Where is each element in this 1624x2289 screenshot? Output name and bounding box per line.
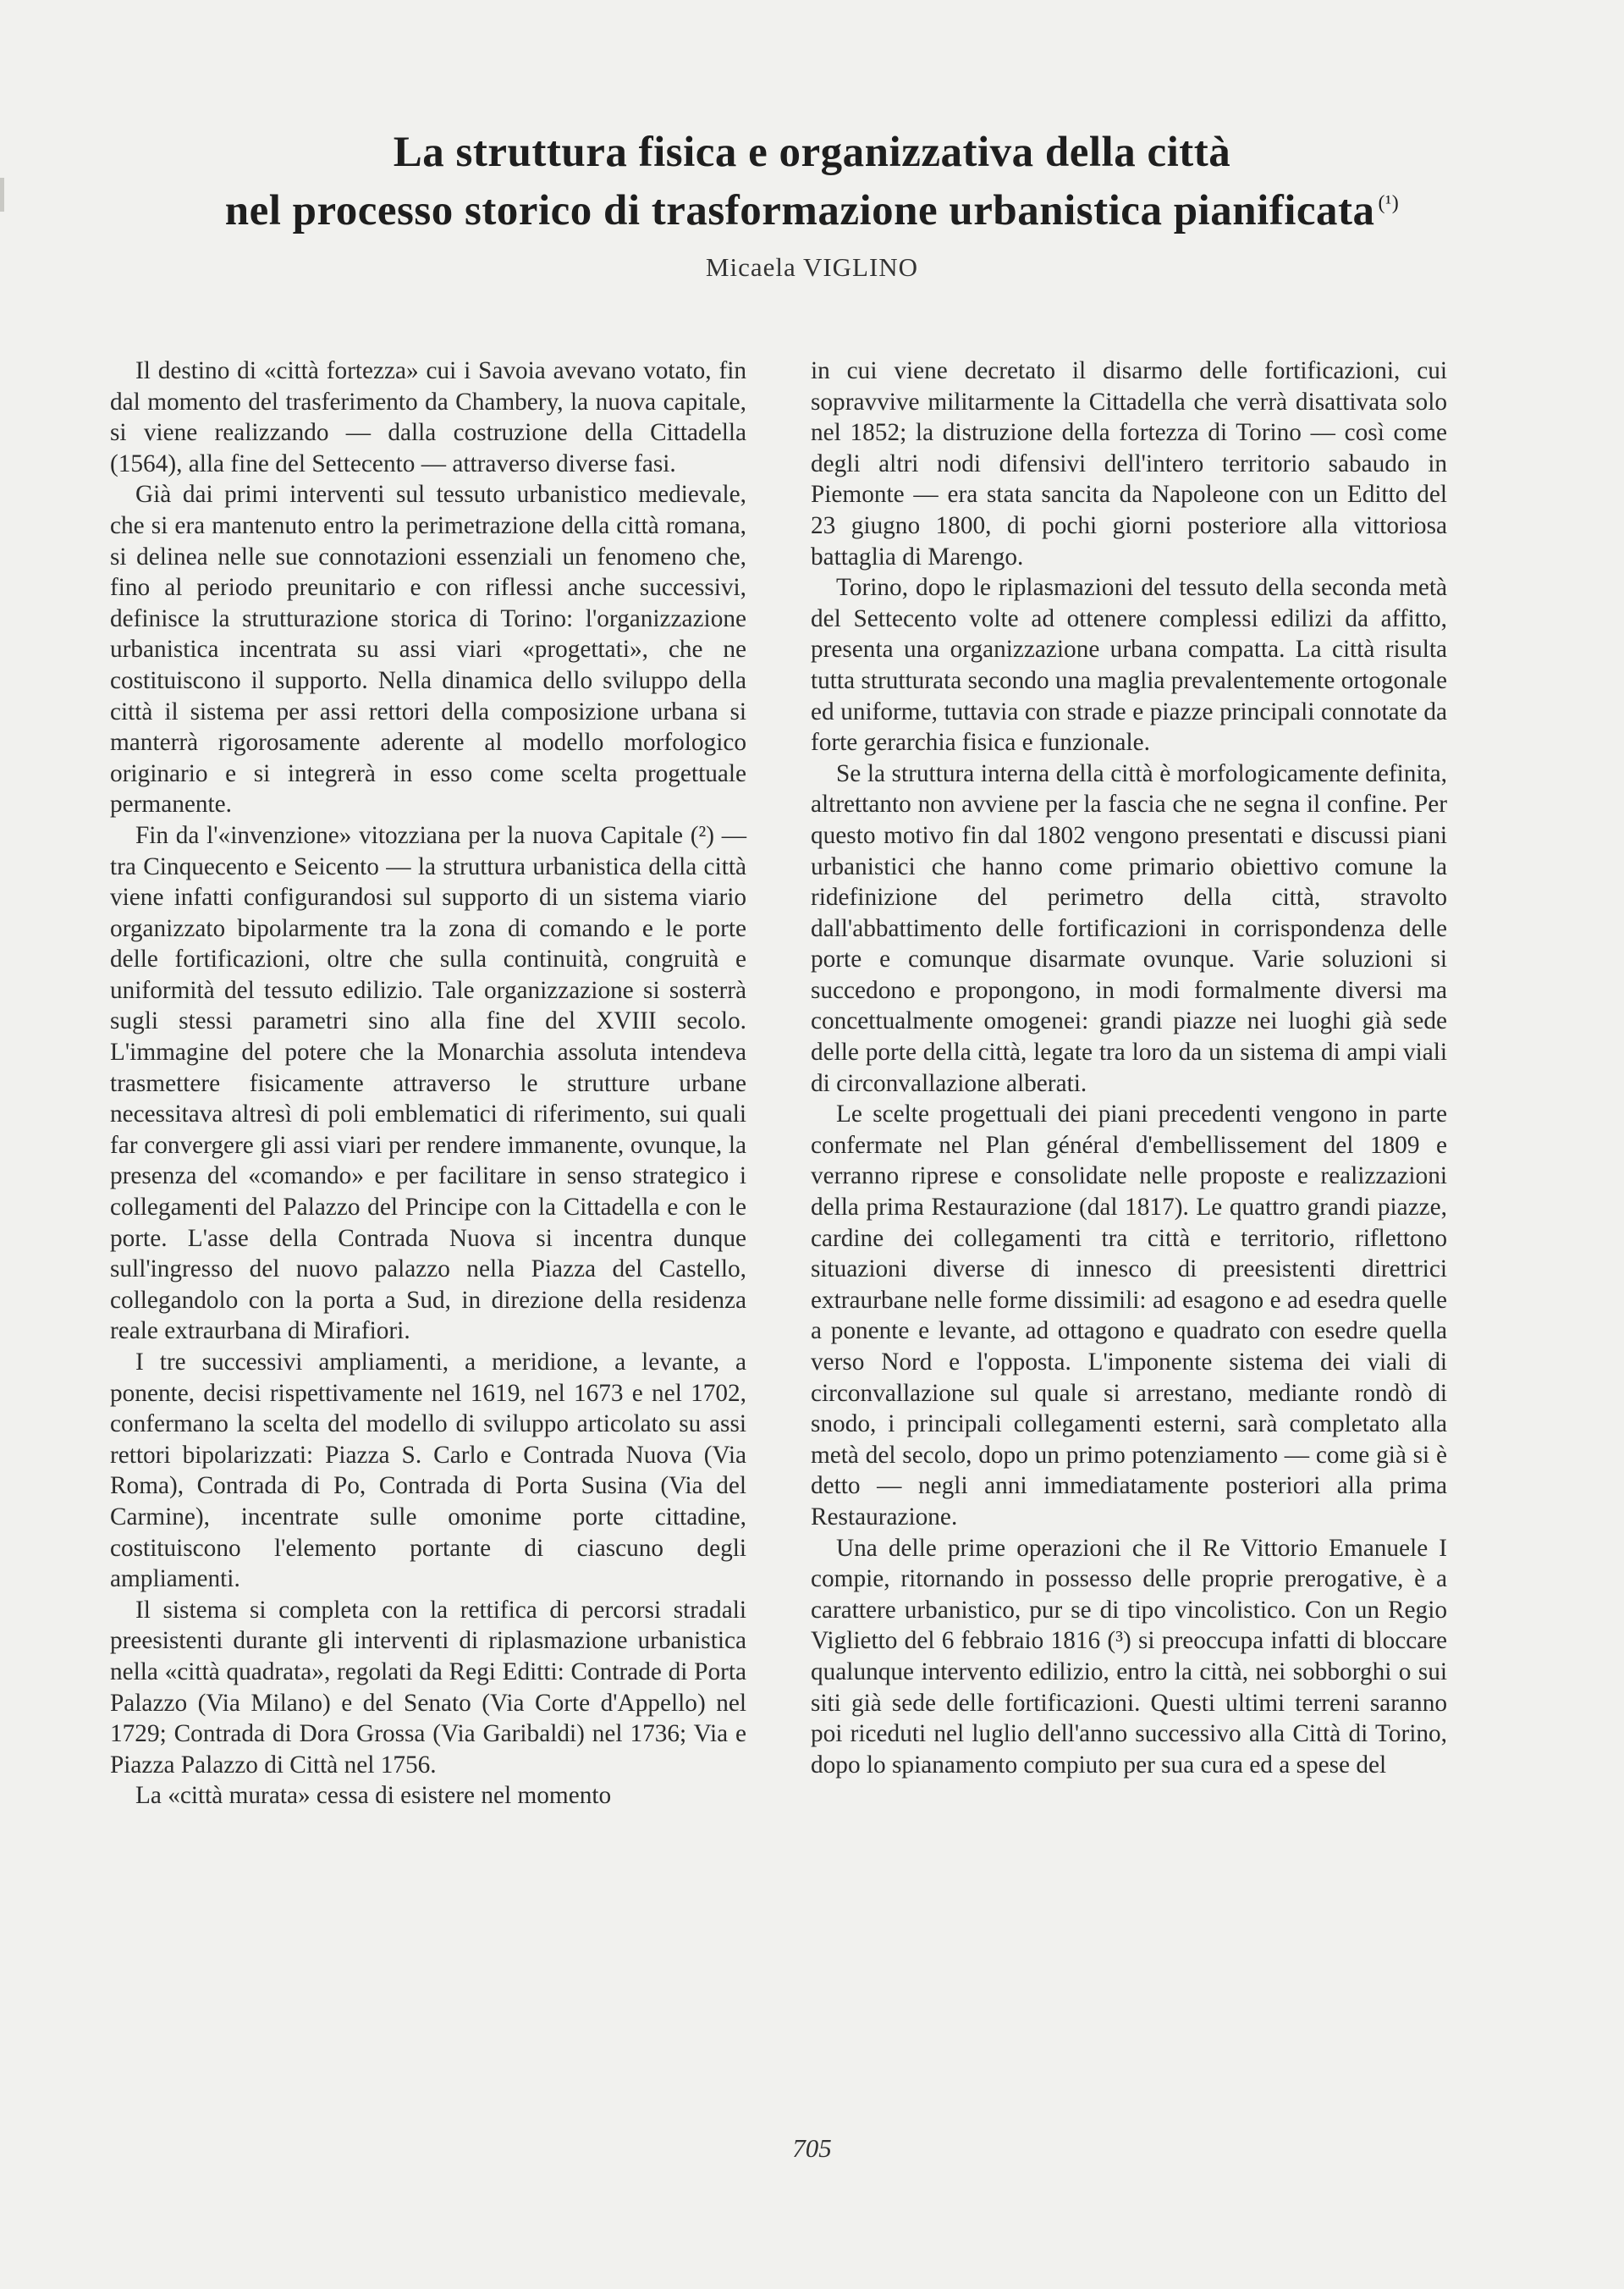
paragraph: La «città murata» cessa di esistere nel momento: [135, 1782, 612, 1810]
author-name: Micaela VIGLINO: [705, 252, 919, 282]
paragraph: I tre successivi ampliamenti, a meridione, a levante, a ponente, decisi rispettivamente nel 1619, nel 1673 e nel 1702, confermano la scelta del modello di sviluppo articolato su assi rettori bipolarizzati: Piazza S. Carlo e Contrada Nuova (Via Roma), Contrada di Po, Contrada di Porta Susina (Via del Carmine), incentrate sulle omonime porte cittadine, costituiscono l'elemento portante di ciascuno degli ampliamenti.: [110, 1349, 746, 1593]
paragraph: Se la struttura interna della città è morfologicamente definita, altrettanto non avviene per la fascia che ne segna il confine. Per questo motivo fin dal 1802 vengono presentati e discussi piani urbanistici che hanno come primario obiettivo comune la ridefinizione del perimetro della città, stravolto dall'abbattimento delle fortificazioni in corrispondenza delle porte e comunque disarmate ovunque. Varie soluzioni si succedono e propongono, in modi formalmente diversi ma concettualmente omogenei: grandi piazze nei luoghi già sede delle porte della città, legate tra loro da un sistema di ampi viali di circonvallazione alberati.: [811, 759, 1447, 1097]
paragraph: Torino, dopo le riplasmazioni del tessuto della seconda metà del Settecento volte ad ottenere complessi edilizi da affitto, presenta una organizzazione urbana compatta. La città risulta tutta strutturata secondo una maglia prevalentemente ortogonale ed uniforme, tuttavia con strade e piazze principali connotate da forte gerarchia fisica e funzionale.: [811, 574, 1447, 757]
right-column: [811, 356, 1447, 1780]
paragraph: Il destino di «città fortezza» cui i Savoia avevano votato, fin dal momento del trasferimento da Chambery, la nuova capitale, si viene realizzando — dalla costruzione della Cittadella (1564), alla fine del Settecento — attraverso diverse fasi.: [110, 357, 746, 477]
paragraph: Fin da l'«invenzione» vitozziana per la nuova Capitale (²) — tra Cinquecento e Seicento — la struttura urbanistica della città viene infatti configurandosi sul supporto di un sistema viario organizzato bipolarmente tra la zona di comando e le porte delle fortificazioni, oltre che sulla continuità, congruità e uniformità del tessuto edilizio. Tale organizzazione si sosterrà sugli stessi parametri sino alla fine del XVIII secolo. L'immagine del potere che la Monarchia assoluta intendeva trasmettere fisicamente attraverso le strutture urbane necessitava altresì di poli emblematici di riferimento, sui quali far convergere gli assi viari per rendere immanente, ovunque, la presenza del «comando» e per facilitare in senso strategico i collegamenti del Palazzo del Principe con la Cittadella e con le porte. L'asse della Contrada Nuova si incentra dunque sull'ingresso del nuovo palazzo nella Piazza del Castello, collegandolo con la porta a Sud, in direzione della residenza reale extraurbana di Mirafiori.: [110, 821, 746, 1345]
paragraph: Le scelte progettuali dei piani precedenti vengono in parte confermate nel Plan général d'embellissement del 1809 e verranno riprese e consolidate nelle proposte e realizzazioni della prima Restaurazione (dal 1817). Le quattro grandi piazze, cardine dei collegamenti tra città e territorio, riflettono situazioni diverse di innesco di preesistenti direttrici extraurbane nelle forme dissimili: ad esagono e ad esedra quelle a ponente e levante, ad ottagono e quadrato con esedre quella verso Nord e l'opposta. L'imponente sistema dei viali di circonvallazione sul quale si arrestano, mediante rondò di snodo, i principali collegamenti esterni, sarà completato alla metà del secolo, dopo un primo potenziamento — come già si è detto — negli anni immediatamente posteriori alla prima Restaurazione.: [811, 1100, 1447, 1531]
paragraph: Già dai primi interventi sul tessuto urbanistico medievale, che si era mantenuto entro la perimetrazione della città romana, si delinea nelle sue connotazioni essenziali un fenomeno che, fino al periodo preunitario e con riflessi anche successivi, definisce la strutturazione storica di Torino: l'organizzazione urbanistica incentrata su assi viari «progettati», che ne costituiscono il supporto. Nella dinamica dello sviluppo della città il sistema per assi rettori della composizione urbana si manterrà rigorosamente aderente al modello morfologico originario e si integrerà in esso come scelta progettuale permanente.: [110, 481, 746, 819]
title-line-2: [0, 178, 1624, 236]
page-number: 705: [792, 2133, 832, 2163]
left-column: [110, 356, 746, 1812]
title-block: [0, 127, 1624, 284]
paragraph: Il sistema si completa con la rettifica di percorsi stradali preesistenti durante gli interventi di riplasmazione urbanistica nella «città quadrata», regolati da Regi Editti: Contrade di Porta Palazzo (Via Milano) e del Senato (Via Corte d'Appello) nel 1729; Contrada di Dora Grossa (Via Garibaldi) nel 1736; Via e Piazza Palazzo di Città nel 1756.: [110, 1596, 746, 1779]
paragraph: in cui viene decretato il disarmo delle fortificazioni, cui sopravvive militarmente la Cittadella che verrà disattivata solo nel 1852; la distruzione della fortezza di Torino — così come degli altri nodi difensivi dell'intero territorio sabaudo in Piemonte — era stata sancita da Napoleone con un Editto del 23 giugno 1800, di pochi giorni posteriore alla vittoriosa battaglia di Marengo.: [811, 357, 1447, 571]
paragraph: Una delle prime operazioni che il Re Vittorio Emanuele I compie, ritornando in possesso delle proprie prerogative, è a carattere urbanistico, pur se di tipo vincolistico. Con un Regio Viglietto del 6 febbraio 1816 (³) si preoccupa infatti di bloccare qualunque intervento edilizio, entro la città, nei sobborghi o sui siti già sede delle fortificazioni. Questi ultimi terreni saranno poi riceduti nel luglio dell'anno successivo alla Città di Torino, dopo lo spianamento compiuto per sua cura ed a spese del: [811, 1534, 1447, 1779]
title-line-1: La struttura fisica e organizzativa della città: [393, 129, 1231, 176]
title-line-2-text: nel processo storico di trasformazione urbanistica pianificata: [224, 187, 1375, 234]
title-footnote-ref: (¹): [1378, 192, 1400, 214]
